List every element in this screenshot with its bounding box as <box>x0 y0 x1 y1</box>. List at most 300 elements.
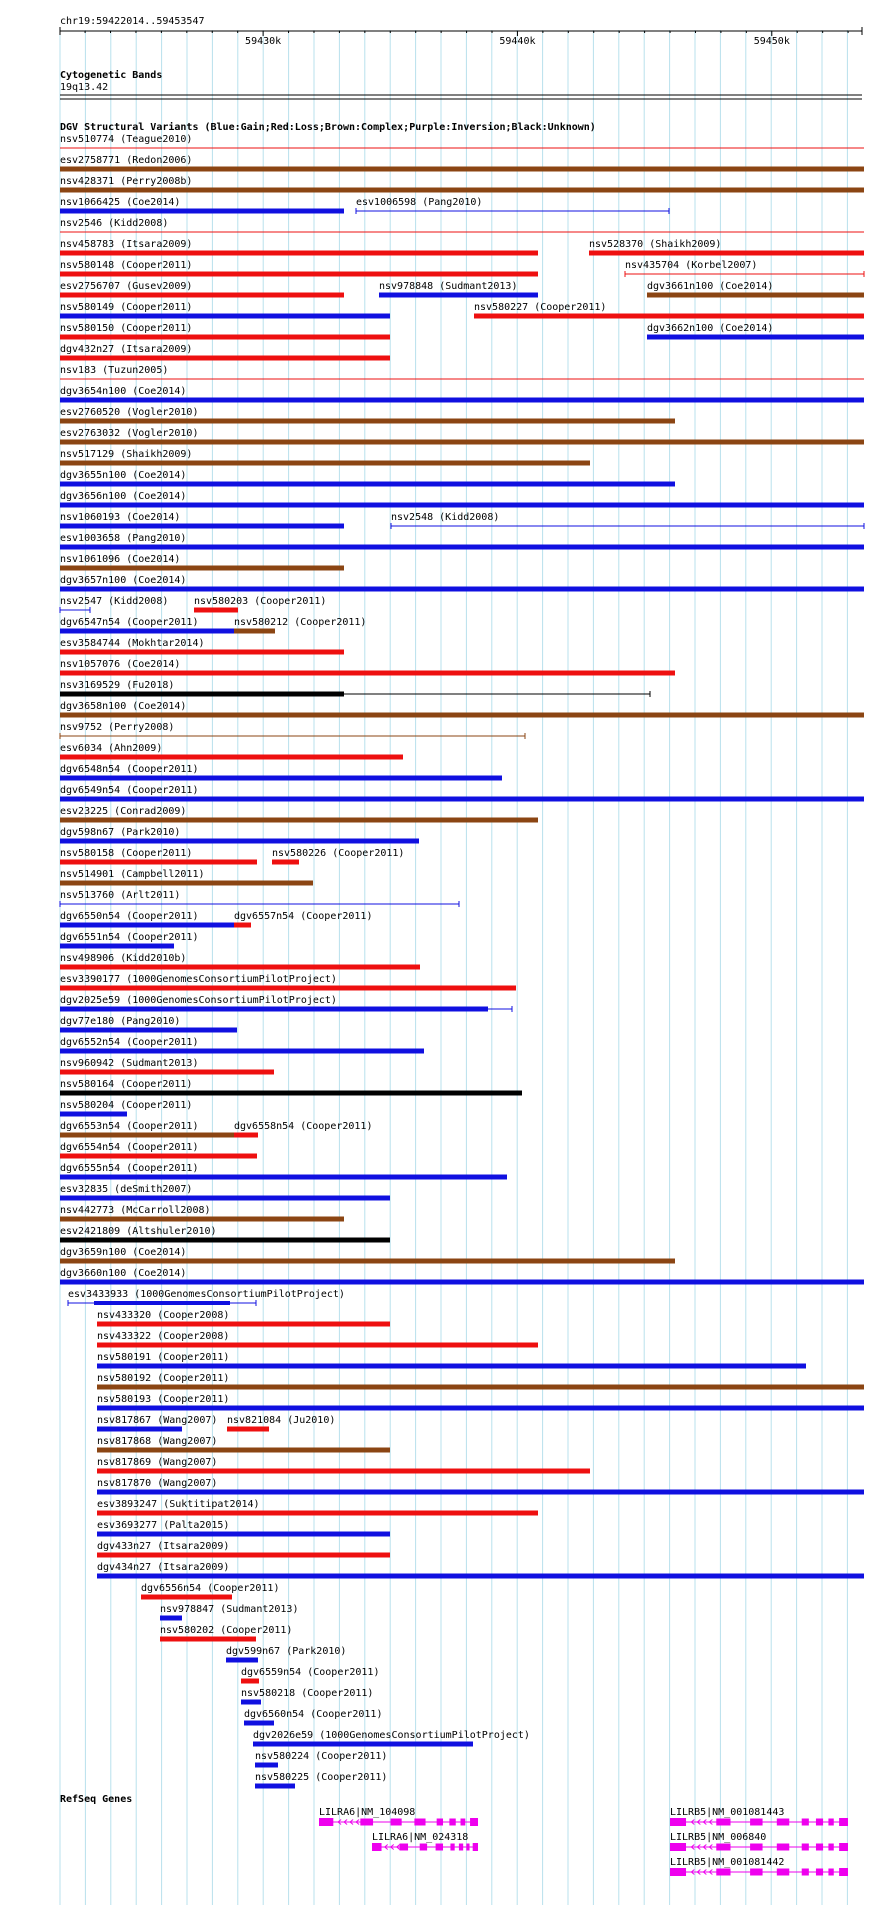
dgv-variant[interactable] <box>141 1583 279 1600</box>
variant-label[interactable]: nsv514901 (Campbell2011) <box>60 869 205 880</box>
variant-bar[interactable] <box>589 251 864 256</box>
variant-label[interactable]: dgv6557n54 (Cooper2011) <box>234 911 373 922</box>
transcript-exon <box>670 1843 686 1851</box>
variant-bar[interactable] <box>97 1406 864 1411</box>
variant-bar[interactable] <box>60 293 344 298</box>
variant-label[interactable]: dgv6556n54 (Cooper2011) <box>141 1583 280 1594</box>
cytoband-track-title[interactable]: Cytogenetic Bands <box>60 70 163 81</box>
dgv-variant[interactable] <box>60 323 390 340</box>
variant-bar[interactable] <box>253 1742 473 1747</box>
variant-bar[interactable] <box>97 1364 806 1369</box>
variant-bar[interactable] <box>60 839 419 844</box>
refseq-track-title[interactable]: RefSeq Genes <box>60 1794 133 1805</box>
dgv-variant[interactable] <box>60 218 864 232</box>
variant-bar[interactable] <box>474 314 864 319</box>
dgv-variant[interactable] <box>60 491 864 508</box>
variant-label[interactable]: nsv821084 (Ju2010) <box>227 1415 336 1426</box>
variant-bar[interactable] <box>60 1007 488 1012</box>
variant-label[interactable]: nsv817869 (Wang2007) <box>97 1457 218 1468</box>
dgv-variant[interactable] <box>60 869 313 886</box>
dgv-variant[interactable] <box>60 155 864 172</box>
variant-label[interactable]: nsv9752 (Perry2008) <box>60 722 175 733</box>
variant-label[interactable]: dgv3662n100 (Coe2014) <box>647 323 774 334</box>
dgv-variant[interactable] <box>60 1184 390 1201</box>
refseq-transcript[interactable] <box>670 1807 848 1826</box>
variant-bar[interactable] <box>60 1238 390 1243</box>
variant-bar[interactable] <box>60 650 344 655</box>
variant-label[interactable]: esv6034 (Ahn2009) <box>60 743 163 754</box>
transcript-label[interactable]: LILRB5|NM_006840 <box>670 1832 767 1843</box>
variant-bar[interactable] <box>60 419 675 424</box>
variant-bar[interactable] <box>141 1595 232 1600</box>
dgv-variant[interactable] <box>60 1163 507 1180</box>
variant-bar[interactable] <box>241 1679 259 1684</box>
variant-label[interactable]: dgv6551n54 (Cooper2011) <box>60 932 199 943</box>
dgv-variant[interactable] <box>356 197 669 214</box>
refseq-gene-track <box>319 1807 848 1876</box>
variant-label[interactable]: nsv442773 (McCarroll2008) <box>60 1205 211 1216</box>
dgv-variant[interactable] <box>60 197 344 214</box>
variant-label[interactable]: esv2763032 (Vogler2010) <box>60 428 199 439</box>
variant-bar[interactable] <box>60 167 864 172</box>
variant-bar[interactable] <box>60 482 675 487</box>
dgv-variant[interactable] <box>60 365 864 379</box>
variant-label[interactable]: nsv1066425 (Coe2014) <box>60 197 181 208</box>
variant-bar[interactable] <box>255 1763 278 1768</box>
variant-label[interactable]: dgv2026e59 (1000GenomesConsortiumPilotProject) <box>253 1730 530 1741</box>
variant-label[interactable]: nsv1061096 (Coe2014) <box>60 554 181 565</box>
variant-bar[interactable] <box>194 608 238 613</box>
variant-bar[interactable] <box>60 503 864 508</box>
variant-label[interactable]: nsv580225 (Cooper2011) <box>255 1772 388 1783</box>
dgv-variant[interactable] <box>60 1142 257 1159</box>
dgv-track-title[interactable]: DGV Structural Variants (Blue:Gain;Red:Loss;Brown:Complex;Purple:Inversion;Black:Unknown) <box>60 122 596 133</box>
variant-bar[interactable] <box>60 1196 390 1201</box>
variant-label[interactable]: nsv580218 (Cooper2011) <box>241 1688 374 1699</box>
variant-label[interactable]: nsv817870 (Wang2007) <box>97 1478 218 1489</box>
dgv-variant[interactable] <box>647 323 864 340</box>
variant-bar[interactable] <box>60 1259 675 1264</box>
dgv-variant[interactable] <box>234 617 366 634</box>
variant-bar[interactable] <box>234 1133 258 1138</box>
dgv-variant[interactable] <box>60 281 344 298</box>
transcript-exon <box>816 1869 823 1876</box>
transcript-exon <box>459 1844 463 1851</box>
transcript-label[interactable]: LILRB5|NM_001081443 <box>670 1807 785 1818</box>
transcript-exon <box>816 1819 823 1826</box>
variant-label[interactable]: dgv434n27 (Itsara2009) <box>97 1562 230 1573</box>
variant-label[interactable]: nsv183 (Tuzun2005) <box>60 365 169 376</box>
variant-label[interactable]: dgv6558n54 (Cooper2011) <box>234 1121 373 1132</box>
dgv-variant[interactable] <box>60 449 590 466</box>
variant-label[interactable]: dgv6560n54 (Cooper2011) <box>244 1709 383 1720</box>
dgv-variant[interactable] <box>97 1436 390 1453</box>
dgv-variant[interactable] <box>60 134 864 148</box>
dgv-variant[interactable] <box>60 764 502 781</box>
variant-label[interactable]: esv23225 (Conrad2009) <box>60 806 187 817</box>
variant-bar[interactable] <box>97 1385 864 1390</box>
dgv-variant[interactable] <box>60 1037 424 1054</box>
variant-label[interactable]: nsv2547 (Kidd2008) <box>60 596 169 607</box>
variant-label[interactable]: nsv517129 (Shaikh2009) <box>60 449 193 460</box>
variant-bar[interactable] <box>255 1784 295 1789</box>
variant-label[interactable]: dgv3658n100 (Coe2014) <box>60 701 187 712</box>
variant-label[interactable]: nsv580203 (Cooper2011) <box>194 596 327 607</box>
dgv-variant[interactable] <box>391 512 864 529</box>
dgv-variant[interactable] <box>97 1310 390 1327</box>
dgv-variant[interactable] <box>379 281 538 298</box>
variant-label[interactable]: dgv6554n54 (Cooper2011) <box>60 1142 199 1153</box>
transcript-exon <box>750 1844 762 1851</box>
dgv-variant[interactable] <box>97 1478 864 1495</box>
dgv-variant[interactable] <box>60 953 420 970</box>
transcript-exon <box>777 1869 789 1876</box>
variant-bar[interactable] <box>60 986 516 991</box>
variant-bar[interactable] <box>60 965 420 970</box>
variant-bar[interactable] <box>97 1448 390 1453</box>
dgv-variant[interactable] <box>226 1646 346 1663</box>
variant-bar[interactable] <box>60 923 234 928</box>
variant-bar[interactable] <box>241 1700 261 1705</box>
dgv-variant[interactable] <box>60 1247 675 1264</box>
variant-label[interactable]: nsv580191 (Cooper2011) <box>97 1352 230 1363</box>
dgv-variant[interactable] <box>194 596 326 613</box>
dgv-variant[interactable] <box>97 1457 590 1474</box>
dgv-variant[interactable] <box>60 701 864 718</box>
variant-label[interactable]: esv3390177 (1000GenomesConsortiumPilotProject) <box>60 974 337 985</box>
variant-bar[interactable] <box>234 923 251 928</box>
dgv-variant[interactable] <box>60 512 344 529</box>
variant-label[interactable]: nsv580149 (Cooper2011) <box>60 302 193 313</box>
variant-label[interactable]: nsv498906 (Kidd2010b) <box>60 953 187 964</box>
variant-label[interactable]: esv3584744 (Mokhtar2014) <box>60 638 205 649</box>
variant-bar[interactable] <box>60 692 344 697</box>
variant-bar[interactable] <box>60 272 538 277</box>
dgv-variant[interactable] <box>97 1520 390 1537</box>
variant-label[interactable]: esv32835 (deSmith2007) <box>60 1184 193 1195</box>
dgv-variant[interactable] <box>60 386 864 403</box>
variant-bar[interactable] <box>60 797 864 802</box>
variant-bar[interactable] <box>60 881 313 886</box>
variant-label[interactable]: dgv6559n54 (Cooper2011) <box>241 1667 380 1678</box>
variant-label[interactable]: nsv2548 (Kidd2008) <box>391 512 500 523</box>
variant-bar[interactable] <box>60 314 390 319</box>
variant-bar[interactable] <box>60 629 234 634</box>
dgv-variant[interactable] <box>60 407 675 424</box>
variant-bar[interactable] <box>60 1049 424 1054</box>
transcript-exon <box>473 1843 478 1851</box>
variant-bar[interactable] <box>647 335 864 340</box>
variant-bar[interactable] <box>60 1091 522 1096</box>
variant-label[interactable]: nsv580158 (Cooper2011) <box>60 848 193 859</box>
position-ruler[interactable] <box>60 27 862 47</box>
dgv-variant[interactable] <box>60 659 675 676</box>
variant-label[interactable]: nsv580202 (Cooper2011) <box>160 1625 293 1636</box>
dgv-variant[interactable] <box>60 1058 274 1075</box>
refseq-transcript[interactable] <box>670 1857 848 1876</box>
variant-bar[interactable] <box>244 1721 274 1726</box>
transcript-label[interactable]: LILRA6|NM_024318 <box>372 1832 469 1843</box>
dgv-variant[interactable] <box>97 1415 217 1432</box>
variant-label[interactable]: esv1006598 (Pang2010) <box>356 197 483 208</box>
variant-label[interactable]: nsv817868 (Wang2007) <box>97 1436 218 1447</box>
variant-label[interactable]: nsv433322 (Cooper2008) <box>97 1331 230 1342</box>
dgv-variant[interactable] <box>60 1079 522 1096</box>
variant-label[interactable]: nsv580212 (Cooper2011) <box>234 617 367 628</box>
variant-bar[interactable] <box>97 1511 538 1516</box>
dgv-variant[interactable] <box>241 1667 379 1684</box>
variant-label[interactable]: dgv6548n54 (Cooper2011) <box>60 764 199 775</box>
variant-label[interactable]: nsv580148 (Cooper2011) <box>60 260 193 271</box>
transcript-exon <box>450 1844 454 1851</box>
variant-bar[interactable] <box>60 209 344 214</box>
variant-bar[interactable] <box>60 860 257 865</box>
dgv-variant[interactable] <box>60 1268 864 1285</box>
variant-label[interactable]: nsv513760 (Arlt2011) <box>60 890 181 901</box>
variant-bar[interactable] <box>160 1637 256 1642</box>
dgv-variant[interactable] <box>60 722 525 739</box>
refseq-transcript[interactable] <box>372 1832 478 1851</box>
variant-label[interactable]: dgv6553n54 (Cooper2011) <box>60 1121 199 1132</box>
variant-bar[interactable] <box>60 1217 344 1222</box>
variant-bar[interactable] <box>97 1574 864 1579</box>
variant-label[interactable]: nsv510774 (Teague2010) <box>60 134 193 145</box>
variant-label[interactable]: dgv6552n54 (Cooper2011) <box>60 1037 199 1048</box>
variant-label[interactable]: nsv580150 (Cooper2011) <box>60 323 193 334</box>
dgv-variant[interactable] <box>241 1688 373 1705</box>
variant-bar[interactable] <box>227 1427 269 1432</box>
dgv-variant[interactable] <box>255 1751 387 1768</box>
variant-bar[interactable] <box>60 1133 234 1138</box>
dgv-variant[interactable] <box>647 281 864 298</box>
transcript-exon <box>461 1819 466 1826</box>
variant-bar[interactable] <box>60 545 864 550</box>
dgv-variant[interactable] <box>227 1415 335 1432</box>
variant-bar[interactable] <box>60 671 675 676</box>
dgv-variant[interactable] <box>255 1772 387 1789</box>
variant-label[interactable]: esv1003658 (Pang2010) <box>60 533 187 544</box>
dgv-variant[interactable] <box>97 1352 806 1369</box>
variant-bar[interactable] <box>226 1658 258 1663</box>
variant-label[interactable]: dgv6550n54 (Cooper2011) <box>60 911 199 922</box>
variant-bar[interactable] <box>60 818 538 823</box>
dgv-variant[interactable] <box>272 848 404 865</box>
variant-label[interactable]: dgv6555n54 (Cooper2011) <box>60 1163 199 1174</box>
variant-label[interactable]: nsv580192 (Cooper2011) <box>97 1373 230 1384</box>
dgv-variant[interactable] <box>97 1331 538 1348</box>
transcript-label[interactable]: LILRB5|NM_001081442 <box>670 1857 785 1868</box>
variant-label[interactable]: nsv580164 (Cooper2011) <box>60 1079 193 1090</box>
variant-bar[interactable] <box>60 776 502 781</box>
refseq-transcript[interactable] <box>319 1807 478 1826</box>
transcript-exon <box>839 1818 848 1826</box>
variant-bar[interactable] <box>60 1112 127 1117</box>
variant-label[interactable]: nsv978847 (Sudmant2013) <box>160 1604 299 1615</box>
dgv-variant[interactable] <box>60 1121 234 1138</box>
variant-label[interactable]: dgv3657n100 (Coe2014) <box>60 575 187 586</box>
variant-label[interactable]: dgv6549n54 (Cooper2011) <box>60 785 199 796</box>
variant-bar[interactable] <box>60 524 344 529</box>
variant-bar[interactable] <box>97 1322 390 1327</box>
variant-label[interactable]: dgv3656n100 (Coe2014) <box>60 491 187 502</box>
variant-label[interactable]: nsv428371 (Perry2008b) <box>60 176 193 187</box>
variant-label[interactable]: nsv580227 (Cooper2011) <box>474 302 607 313</box>
dgv-variant[interactable] <box>60 785 864 802</box>
dgv-variant[interactable] <box>97 1499 538 1516</box>
dgv-variant[interactable] <box>60 932 198 949</box>
dgv-variant[interactable] <box>60 428 864 445</box>
variant-label[interactable]: nsv817867 (Wang2007) <box>97 1415 218 1426</box>
dgv-variant[interactable] <box>97 1394 864 1411</box>
dgv-variant[interactable] <box>60 575 864 592</box>
variant-label[interactable]: nsv433320 (Cooper2008) <box>97 1310 230 1321</box>
variant-label[interactable]: nsv580204 (Cooper2011) <box>60 1100 193 1111</box>
variant-label[interactable]: nsv458783 (Itsara2009) <box>60 239 193 250</box>
transcript-label[interactable]: LILRA6|NM_104098 <box>319 1807 416 1818</box>
variant-label[interactable]: nsv580226 (Cooper2011) <box>272 848 405 859</box>
variant-label[interactable]: nsv978848 (Sudmant2013) <box>379 281 518 292</box>
variant-bar[interactable] <box>160 1616 182 1621</box>
variant-label[interactable]: dgv3655n100 (Coe2014) <box>60 470 187 481</box>
variant-label[interactable]: dgv2025e59 (1000GenomesConsortiumPilotProject) <box>60 995 337 1006</box>
transcript-exon <box>449 1819 455 1826</box>
variant-bar[interactable] <box>60 1280 864 1285</box>
variant-bar[interactable] <box>60 1175 507 1180</box>
variant-label[interactable]: dgv6547n54 (Cooper2011) <box>60 617 199 628</box>
variant-label[interactable]: dgv3654n100 (Coe2014) <box>60 386 187 397</box>
ruler-tick-label: 59440k <box>499 36 536 47</box>
variant-bar[interactable] <box>97 1427 182 1432</box>
variant-bar[interactable] <box>60 713 864 718</box>
dgv-variant[interactable] <box>97 1373 864 1390</box>
variant-label[interactable]: esv2758771 (Redon2006) <box>60 155 193 166</box>
transcript-exon <box>319 1818 333 1826</box>
variant-bar[interactable] <box>60 251 538 256</box>
variant-bar[interactable] <box>60 1070 274 1075</box>
variant-label[interactable]: nsv1057076 (Coe2014) <box>60 659 181 670</box>
variant-bar[interactable] <box>97 1469 590 1474</box>
variant-label[interactable]: dgv77e180 (Pang2010) <box>60 1016 181 1027</box>
variant-label[interactable]: dgv433n27 (Itsara2009) <box>97 1541 230 1552</box>
dgv-variant[interactable] <box>60 848 257 865</box>
dgv-variant[interactable] <box>60 1205 344 1222</box>
dgv-variant[interactable] <box>160 1625 292 1642</box>
dgv-variant[interactable] <box>625 260 864 277</box>
variant-bar[interactable] <box>60 944 174 949</box>
dgv-variant[interactable] <box>60 974 516 991</box>
variant-bar[interactable] <box>60 356 390 361</box>
dgv-variant[interactable] <box>68 1289 345 1306</box>
variant-label[interactable]: nsv960942 (Sudmant2013) <box>60 1058 199 1069</box>
dgv-variant[interactable] <box>60 1016 237 1033</box>
variant-bar[interactable] <box>60 587 864 592</box>
variant-label[interactable]: esv2756707 (Gusev2009) <box>60 281 193 292</box>
variant-bar[interactable] <box>60 188 864 193</box>
variant-label[interactable]: esv3433933 (1000GenomesConsortiumPilotProject) <box>68 1289 345 1300</box>
transcript-exon <box>839 1868 848 1876</box>
variant-label[interactable]: esv2421809 (Altshuler2010) <box>60 1226 217 1237</box>
variant-bar[interactable] <box>94 1301 230 1305</box>
variant-bar[interactable] <box>97 1532 390 1537</box>
dgv-variant[interactable] <box>60 680 650 697</box>
refseq-transcript[interactable] <box>670 1832 848 1851</box>
dgv-variant[interactable] <box>60 344 390 361</box>
transcript-exon <box>839 1843 848 1851</box>
variant-label[interactable]: dgv432n27 (Itsara2009) <box>60 344 193 355</box>
dgv-variant[interactable] <box>60 995 512 1012</box>
region-label: chr19:59422014..59453547 <box>60 16 205 27</box>
dgv-variant[interactable] <box>60 743 403 760</box>
variant-bar[interactable] <box>60 461 590 466</box>
variant-label[interactable]: dgv598n67 (Park2010) <box>60 827 181 838</box>
variant-bar[interactable] <box>60 335 390 340</box>
variant-bar[interactable] <box>60 398 864 403</box>
dgv-variant[interactable] <box>160 1604 298 1621</box>
dgv-variant[interactable] <box>60 554 344 571</box>
dgv-variant[interactable] <box>60 1100 192 1117</box>
variant-bar[interactable] <box>60 566 344 571</box>
dgv-variant[interactable] <box>60 176 864 193</box>
variant-label[interactable]: nsv3169529 (Fu2018) <box>60 680 175 691</box>
dgv-variant[interactable] <box>60 638 344 655</box>
variant-label[interactable]: nsv580193 (Cooper2011) <box>97 1394 230 1405</box>
transcript-exon <box>437 1819 443 1826</box>
variant-label[interactable]: nsv1060193 (Coe2014) <box>60 512 181 523</box>
variant-bar[interactable] <box>60 1028 237 1033</box>
dgv-variant[interactable] <box>60 533 864 550</box>
variant-label[interactable]: nsv435704 (Korbel2007) <box>625 260 758 271</box>
transcript-exon <box>414 1819 425 1826</box>
dgv-variant[interactable] <box>60 596 168 613</box>
variant-label[interactable]: nsv2546 (Kidd2008) <box>60 218 169 229</box>
dgv-variant[interactable] <box>60 890 459 907</box>
variant-bar[interactable] <box>60 440 864 445</box>
variant-bar[interactable] <box>60 1154 257 1159</box>
variant-bar[interactable] <box>97 1553 390 1558</box>
dgv-variant[interactable] <box>234 911 372 928</box>
dgv-variant[interactable] <box>97 1541 390 1558</box>
variant-label[interactable]: esv3693277 (Palta2015) <box>97 1520 230 1531</box>
variant-label[interactable]: dgv3659n100 (Coe2014) <box>60 1247 187 1258</box>
dgv-variant[interactable] <box>253 1730 530 1747</box>
variant-bar[interactable] <box>647 293 864 298</box>
variant-label[interactable]: dgv3660n100 (Coe2014) <box>60 1268 187 1279</box>
variant-label[interactable]: dgv3661n100 (Coe2014) <box>647 281 774 292</box>
variant-label[interactable]: dgv599n67 (Park2010) <box>226 1646 347 1657</box>
dgv-variant[interactable] <box>60 1226 390 1243</box>
dgv-variant[interactable] <box>60 470 675 487</box>
dgv-variant[interactable] <box>474 302 864 319</box>
dgv-variant[interactable] <box>234 1121 372 1138</box>
variant-bar[interactable] <box>234 629 275 634</box>
dgv-variant[interactable] <box>589 239 864 256</box>
variant-label[interactable]: esv2760520 (Vogler2010) <box>60 407 199 418</box>
transcript-exon <box>470 1818 478 1826</box>
dgv-variant[interactable] <box>60 911 234 928</box>
dgv-variant[interactable] <box>60 302 390 319</box>
dgv-variant[interactable] <box>97 1562 864 1579</box>
variant-bar[interactable] <box>97 1343 538 1348</box>
variant-label[interactable]: nsv528370 (Shaikh2009) <box>589 239 722 250</box>
dgv-variant[interactable] <box>244 1709 382 1726</box>
variant-label[interactable]: nsv580224 (Cooper2011) <box>255 1751 388 1762</box>
variant-label[interactable]: esv3893247 (Suktitipat2014) <box>97 1499 260 1510</box>
variant-bar[interactable] <box>60 755 403 760</box>
dgv-variant[interactable] <box>60 617 234 634</box>
variant-bar[interactable] <box>97 1490 864 1495</box>
variant-bar[interactable] <box>379 293 538 298</box>
variant-bar[interactable] <box>272 860 299 865</box>
